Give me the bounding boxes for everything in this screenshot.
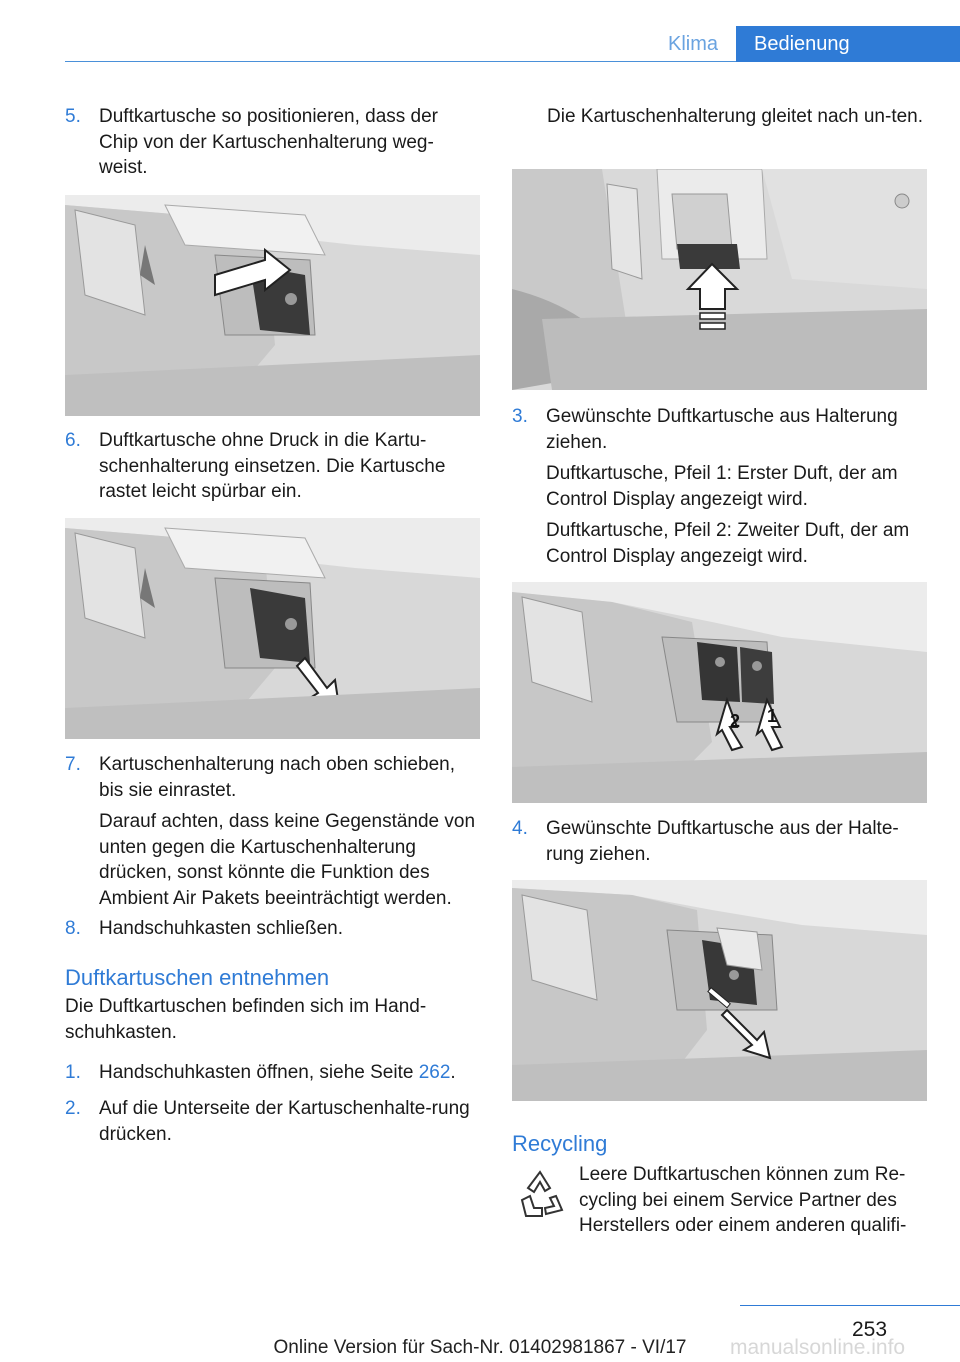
section-heading-entnehmen: Duftkartuschen entnehmen [65,965,330,990]
step-7 [65,752,480,911]
illustration-press-holder [512,169,927,390]
recycling-text: Leere Duftkartuschen können zum Re‐cycling bei einem Service Partner des Herstellers oder einem anderen qualifi‐ [579,1164,907,1236]
illustration-insert-cartridge-press [65,518,480,739]
step-text: Handschuhkasten öffnen, siehe Seite [99,1062,419,1083]
step-number: 6. [65,430,81,451]
section-intro: Die Duftkartuschen befinden sich im Hand‐schuhkasten. [65,996,427,1043]
step-number: 1. [65,1062,81,1083]
step-number: 8. [65,918,81,939]
step-number: 4. [512,818,528,839]
step-note: Darauf achten, dass keine Gegenstände von unten gegen die Kartuschenhalterung drücken, sonst könnte die Funktion des Ambient Air Pakets beeinträchtigt werden. [99,811,476,909]
section-heading-recycling: Recycling [512,1131,608,1156]
illustration-two-cartridges [512,582,927,803]
continuation-text: Die Kartuschenhalterung gleitet nach un‐ten. [547,106,924,127]
step-text: Handschuhkasten schließen. [99,918,343,939]
step-text-end: . [450,1062,456,1083]
step-4 [512,816,927,867]
step-6 [65,428,480,505]
tab-bedienung[interactable]: Bedienung [736,26,960,62]
step-5 [65,104,480,181]
step-3 [512,404,927,569]
step-text: Gewünschte Duftkartusche aus Halterung ziehen. [546,406,898,453]
step-2 [65,1096,480,1147]
recycling-icon [512,1166,568,1226]
illustration-pull-cartridge [512,880,927,1101]
illustration-insert-cartridge-position [65,195,480,416]
step-number: 3. [512,406,528,427]
arrow-label-2: 2 [730,711,741,731]
page-number: 253 [852,1318,888,1341]
online-version-footer: Online Version für Sach-Nr. 01402981867 - VI/17 [273,1337,687,1358]
step-note-1: Duftkartusche, Pfeil 1: Erster Duft, der am Control Display angezeigt wird. [546,463,898,510]
tab-klima[interactable]: Klima [667,33,718,55]
step-number: 5. [65,106,81,127]
step-number: 2. [65,1098,81,1119]
step-text: Duftkartusche so positionieren, dass der Chip von der Kartuschenhalterung weg‐weist. [99,106,439,178]
footer-rule [740,1305,960,1306]
step-1 [65,1060,480,1086]
arrow-label-1: 1 [767,706,778,726]
step-text: Auf die Unterseite der Kartuschenhalte‐rung drücken. [99,1098,470,1145]
step-number: 7. [65,754,81,775]
step-text: Kartuschenhalterung nach oben schieben, bis sie einrastet. [99,754,455,801]
step-text: Duftkartusche ohne Druck in die Kartu‐schenhalterung einsetzen. Die Kartusche rastet leicht spürbar ein. [99,430,446,502]
step-text: Gewünschte Duftkartusche aus der Halte‐rung ziehen. [546,818,899,865]
step-note-2: Duftkartusche, Pfeil 2: Zweiter Duft, der am Control Display angezeigt wird. [546,520,910,567]
watermark: manualsonline.info [730,1336,906,1359]
page-link-262[interactable]: 262 [418,1062,451,1083]
step-8 [65,916,480,942]
